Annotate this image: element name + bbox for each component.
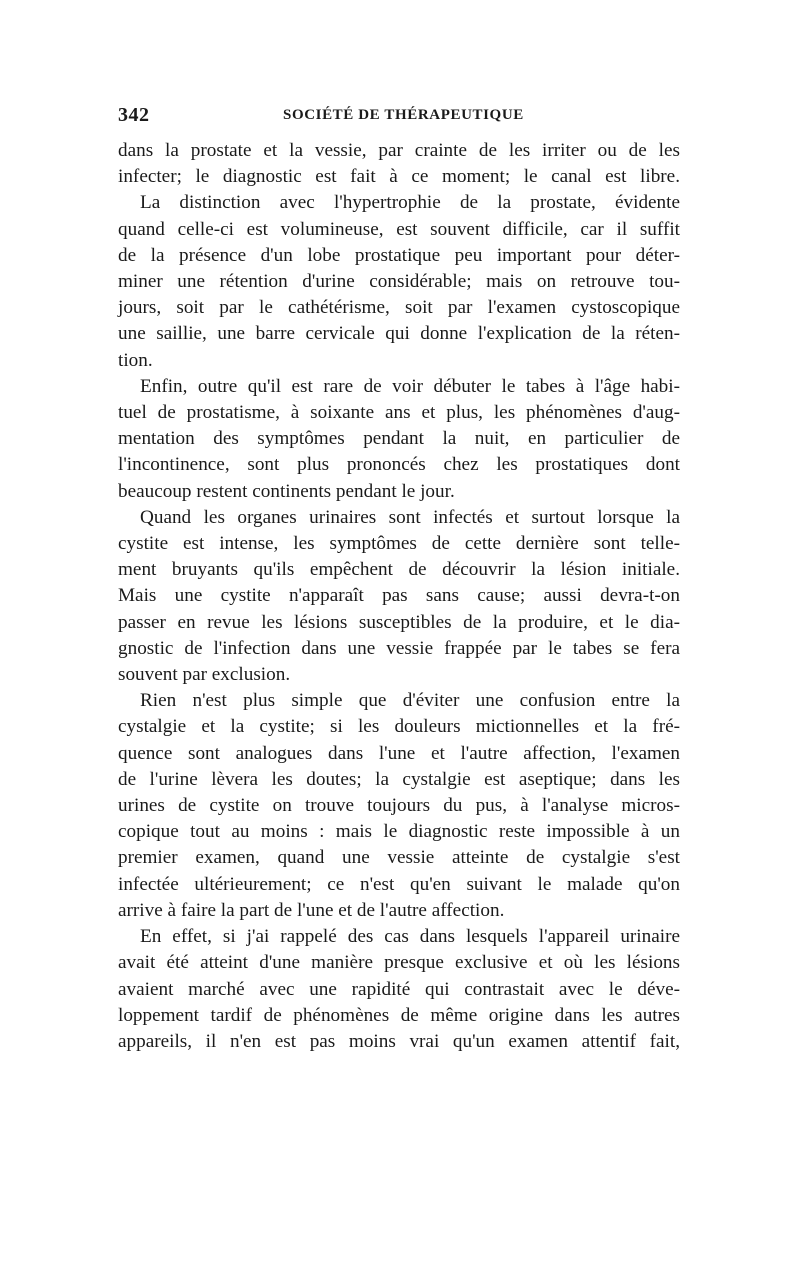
book-page	[118, 104, 680, 1055]
text-line: En effet, si j'ai rappelé des cas dans lesquels l'appareil urinaire	[140, 926, 680, 948]
text-line: Quand les organes urinaires sont infectés et surtout lorsque la	[140, 506, 680, 528]
text-line: gnostic de l'infection dans une vessie frappée par le tabes se fera	[118, 637, 680, 659]
text-line: avait été atteint d'une manière presque exclusive et où les lésions	[118, 952, 680, 974]
paragraph	[118, 374, 680, 505]
text-line: arrive à faire la part de l'une et de l'autre affection.	[118, 899, 505, 921]
text-line: tion.	[118, 349, 153, 371]
text-line: de la présence d'un lobe prostatique peu important pour déter-	[118, 244, 680, 266]
text-line: passer en revue les lésions susceptibles de la produire, et le dia-	[118, 611, 680, 633]
text-line: de l'urine lèvera les doutes; la cystalgie est aseptique; dans les	[118, 768, 680, 790]
paragraph	[118, 138, 680, 190]
page-header	[118, 104, 680, 138]
text-line: souvent par exclusion.	[118, 664, 291, 686]
text-line: premier examen, quand une vessie atteinte de cystalgie s'est	[118, 847, 680, 869]
text-line: quand celle-ci est volumineuse, est souvent difficile, car il suffit	[118, 218, 680, 240]
paragraph	[118, 190, 680, 373]
text-line: tuel de prostatisme, à soixante ans et plus, les phénomènes d'aug-	[118, 402, 680, 424]
text-line: quence sont analogues dans l'une et l'autre affection, l'examen	[118, 742, 680, 764]
text-line: beaucoup restent continents pendant le jour.	[118, 480, 455, 502]
text-line: infecter; le diagnostic est fait à ce moment; le canal est libre.	[118, 166, 680, 188]
text-line: dans la prostate et la vessie, par crainte de les irriter ou de les	[118, 140, 680, 161]
paragraph	[118, 505, 680, 688]
text-line: Enfin, outre qu'il est rare de voir débuter le tabes à l'âge habi-	[140, 375, 680, 397]
text-line: mentation des symptômes pendant la nuit, en particulier de	[118, 428, 680, 450]
text-line: miner une rétention d'urine considérable; mais on retrouve tou-	[118, 271, 680, 293]
text-line: l'incontinence, sont plus prononcés chez les prostatiques dont	[118, 454, 680, 476]
page-number: 342	[118, 104, 150, 126]
text-line: urines de cystite on trouve toujours du pus, à l'analyse micros-	[118, 795, 680, 817]
paragraph	[118, 688, 680, 924]
text-line: Mais une cystite n'apparaît pas sans cause; aussi devra-t-on	[118, 585, 680, 607]
text-line: Rien n'est plus simple que d'éviter une confusion entre la	[140, 690, 680, 712]
text-line: appareils, il n'en est pas moins vrai qu'un examen attentif fait,	[118, 1030, 680, 1052]
text-line: cystite est intense, les symptômes de cette dernière sont telle-	[118, 533, 680, 555]
text-line: infectée ultérieurement; ce n'est qu'en suivant le malade qu'on	[118, 873, 680, 895]
text-line: une saillie, une barre cervicale qui donne l'explication de la réten-	[118, 323, 680, 345]
text-line: cystalgie et la cystite; si les douleurs mictionnelles et la fré-	[118, 716, 680, 738]
text-line: jours, soit par le cathétérisme, soit par l'examen cystoscopique	[118, 297, 680, 319]
text-line: loppement tardif de phénomènes de même origine dans les autres	[118, 1004, 680, 1026]
text-line: copique tout au moins : mais le diagnostic reste impossible à un	[118, 821, 680, 843]
running-head: SOCIÉTÉ DE THÉRAPEUTIQUE	[283, 107, 524, 123]
body-text	[118, 138, 680, 1055]
text-line: La distinction avec l'hypertrophie de la prostate, évidente	[140, 192, 680, 214]
paragraph	[118, 924, 680, 1055]
text-line: avaient marché avec une rapidité qui contrastait avec le déve-	[118, 978, 680, 1000]
text-line: ment bruyants qu'ils empêchent de découvrir la lésion initiale.	[118, 559, 680, 581]
